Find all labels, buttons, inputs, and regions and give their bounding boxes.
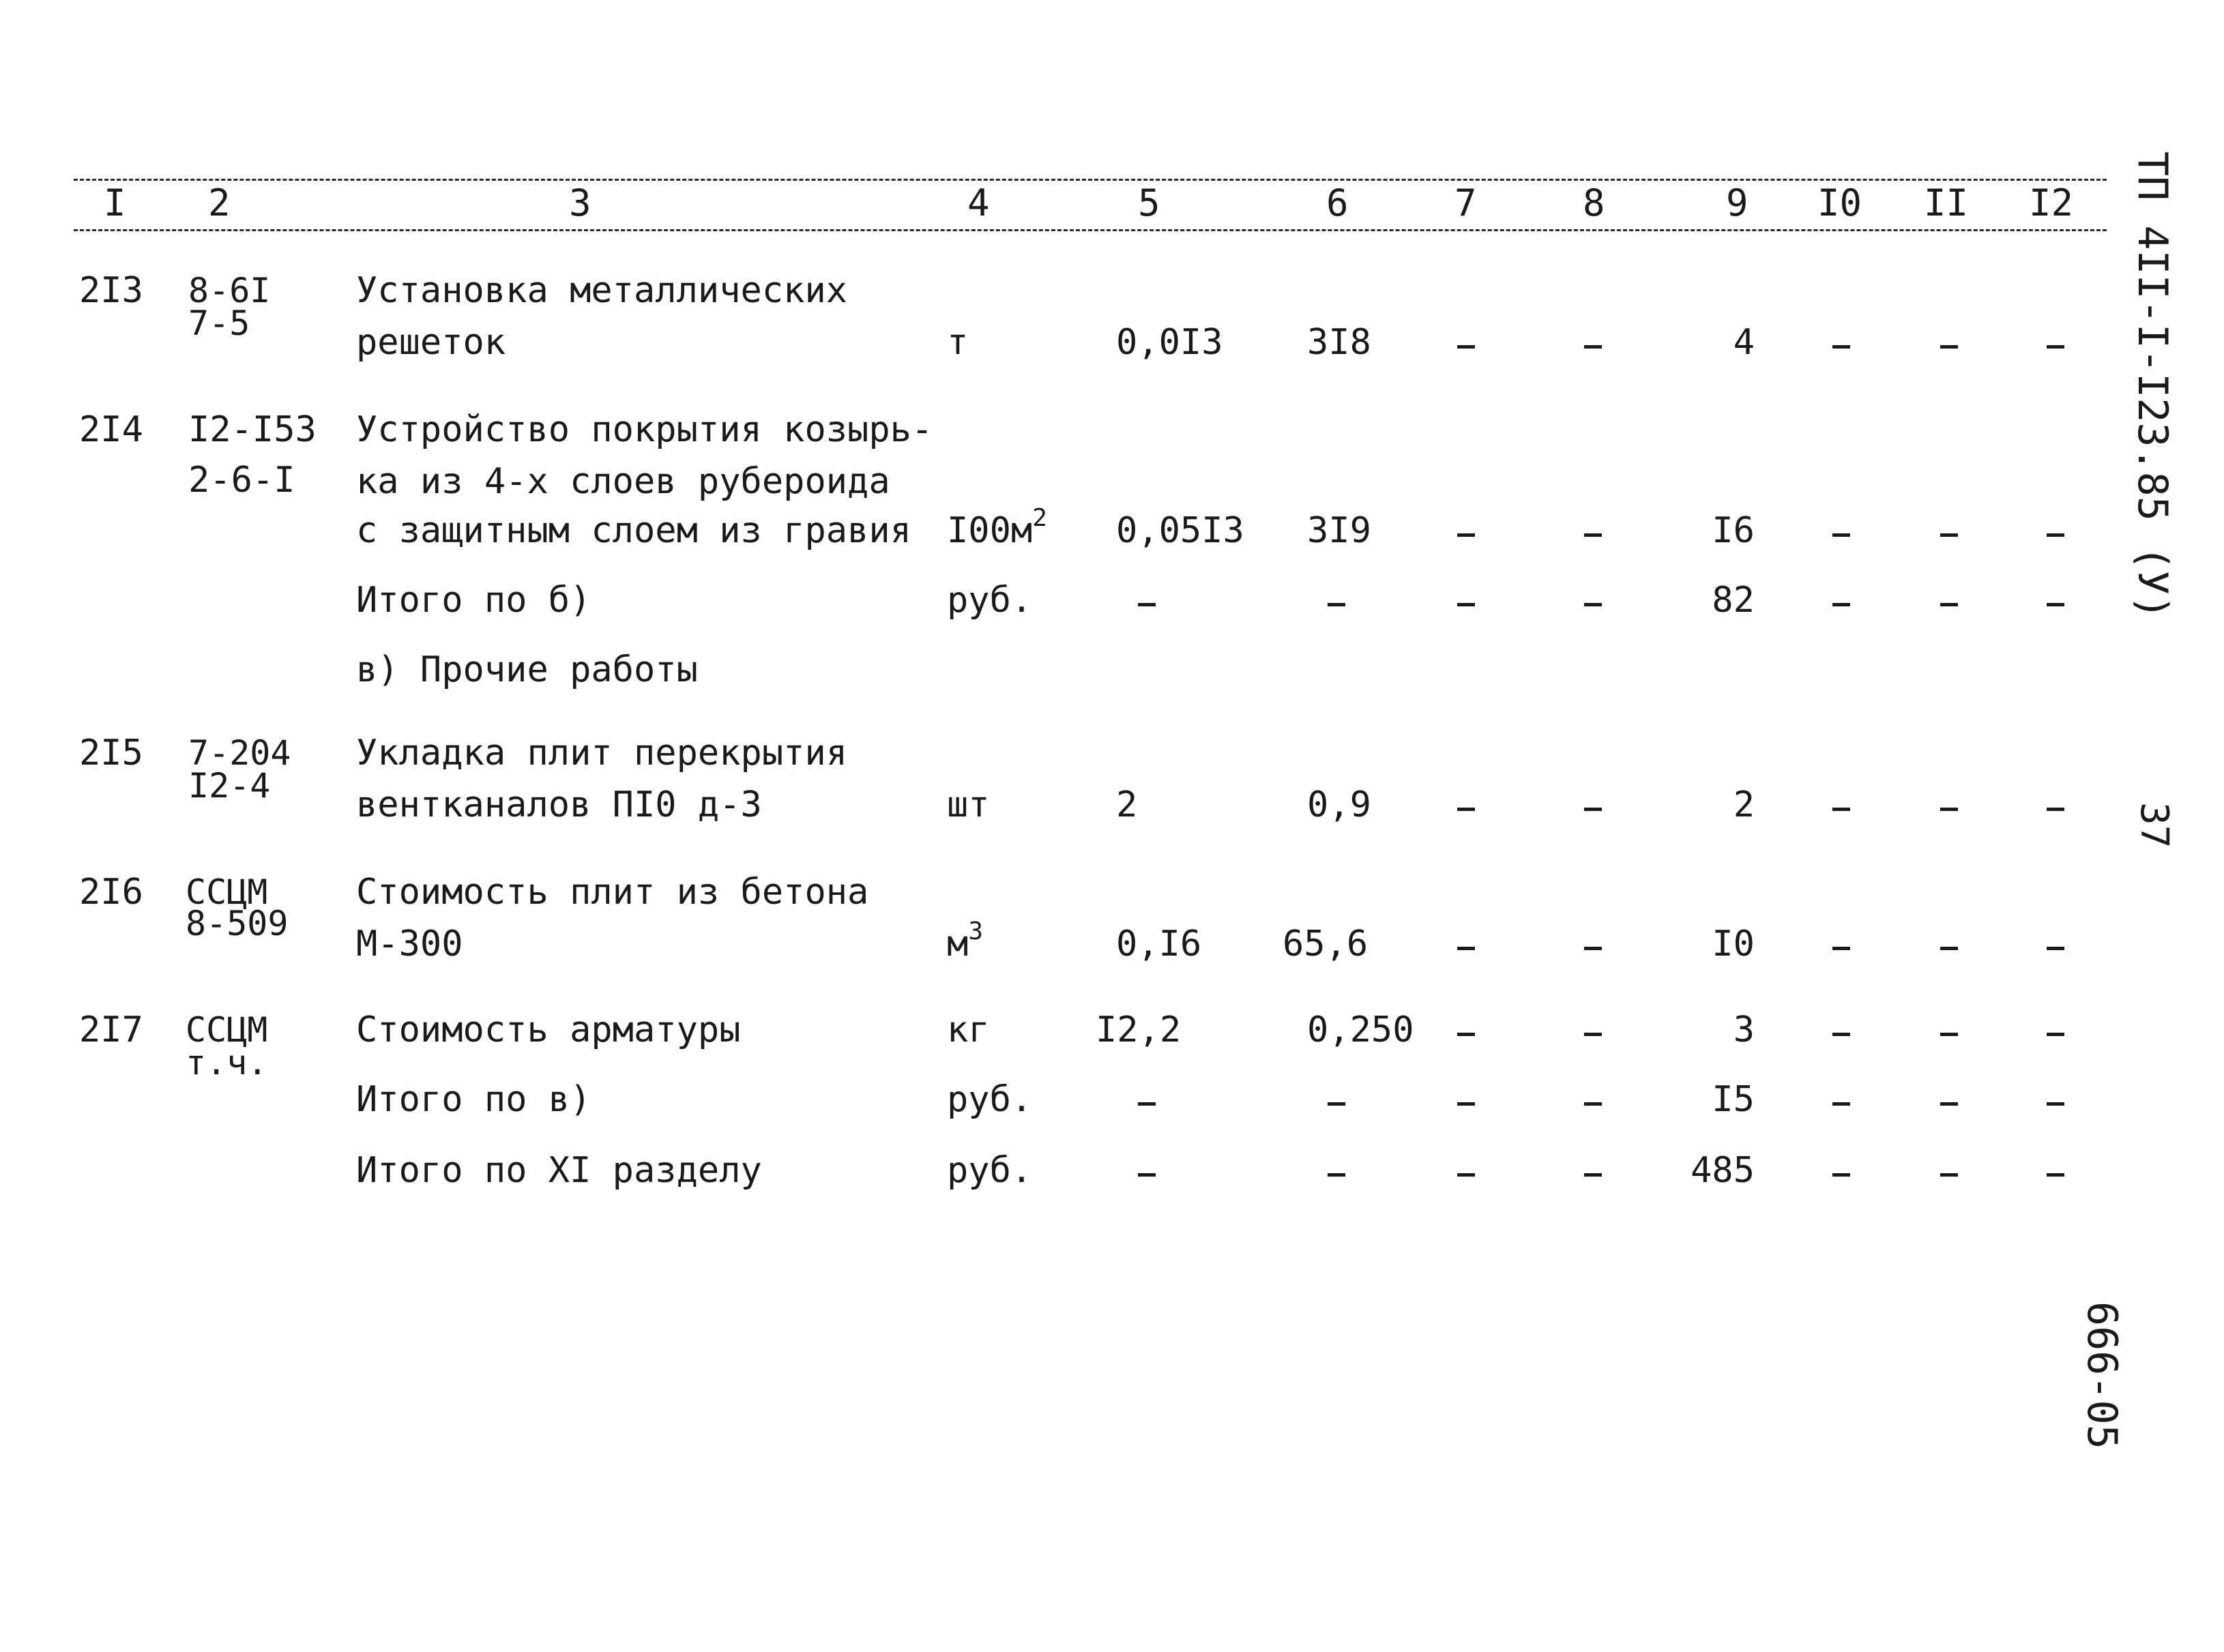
row-217-code-1: ССЦМ bbox=[186, 1010, 268, 1050]
subtotal-v-col5-dash bbox=[1138, 1102, 1156, 1106]
row-214-code-1: I2-I53 bbox=[188, 409, 317, 450]
col-header-2: 2 bbox=[208, 181, 231, 224]
row-215-desc-2: вентканалов ПI0 д-3 bbox=[356, 784, 762, 825]
row-216-unit-cost: 65,6 bbox=[1283, 924, 1369, 964]
row-216-code-1: ССЦМ bbox=[186, 872, 268, 912]
row-215-col10-dash bbox=[1832, 808, 1850, 811]
unit-superscript: 2 bbox=[1032, 504, 1047, 532]
section-total-col11-dash bbox=[1940, 1173, 1958, 1177]
subtotal-b-col8-dash bbox=[1584, 603, 1602, 606]
row-217-col7-dash bbox=[1457, 1033, 1475, 1036]
row-213-col7-dash bbox=[1457, 345, 1475, 349]
col-header-12: I2 bbox=[2029, 181, 2074, 224]
row-214-col11-dash bbox=[1940, 533, 1958, 537]
row-214-quantity: 0,05I3 bbox=[1116, 510, 1244, 551]
subtotal-b-col11-dash bbox=[1940, 603, 1958, 606]
section-total-col5-dash bbox=[1138, 1173, 1156, 1177]
section-total-col12-dash bbox=[2047, 1173, 2064, 1177]
section-total-total: 485 bbox=[1691, 1150, 1755, 1191]
subtotal-b-col5-dash bbox=[1138, 603, 1156, 606]
row-213-total: 4 bbox=[1733, 322, 1755, 363]
row-213-code-2: 7-5 bbox=[188, 304, 250, 343]
row-213-desc-1: Установка металлических bbox=[356, 270, 848, 311]
row-216-desc-1: Стоимость плит из бетона bbox=[356, 872, 869, 913]
row-214-col7-dash bbox=[1457, 533, 1475, 537]
row-214-number: 2I4 bbox=[79, 409, 143, 450]
row-215-col12-dash bbox=[2047, 808, 2064, 811]
row-215-quantity: 2 bbox=[1116, 784, 1138, 825]
section-total-col6-dash bbox=[1328, 1173, 1345, 1177]
section-heading-other-works: в) Прочие работы bbox=[356, 649, 698, 690]
row-216-total: I0 bbox=[1712, 924, 1755, 964]
row-217-col11-dash bbox=[1940, 1033, 1958, 1036]
subtotal-b-col10-dash bbox=[1832, 603, 1850, 606]
row-213-number: 2I3 bbox=[79, 270, 143, 311]
row-214-desc-2: ка из 4-х слоев рубероида bbox=[356, 461, 890, 502]
row-217-number: 2I7 bbox=[79, 1009, 143, 1050]
subtotal-b-label: Итого по б) bbox=[356, 580, 591, 621]
unit-superscript: 3 bbox=[968, 917, 983, 945]
subtotal-v-col10-dash bbox=[1832, 1102, 1850, 1106]
row-217-col8-dash bbox=[1584, 1033, 1602, 1036]
col-header-5: 5 bbox=[1138, 181, 1160, 224]
section-total-label: Итого по XI разделу bbox=[356, 1150, 762, 1191]
row-214-unit: $I00м^2$ bbox=[947, 504, 1047, 551]
col-header-3: 3 bbox=[569, 181, 591, 224]
col-header-11: II bbox=[1924, 181, 1969, 224]
header-rule-top bbox=[74, 179, 2107, 181]
row-213-col11-dash bbox=[1940, 345, 1958, 349]
row-217-desc-1: Стоимость арматуры bbox=[356, 1009, 741, 1050]
document-code: ТП 4II-I-I23.85 (У) bbox=[2128, 151, 2176, 620]
row-214-col10-dash bbox=[1832, 533, 1850, 537]
subtotal-v-unit: руб. bbox=[947, 1079, 1033, 1120]
row-215-number: 2I5 bbox=[79, 733, 143, 773]
row-213-code-1: 8-6I bbox=[188, 271, 271, 310]
subtotal-v-col8-dash bbox=[1584, 1102, 1602, 1106]
row-216-unit: $м^3$ bbox=[947, 917, 983, 964]
row-217-col12-dash bbox=[2047, 1033, 2064, 1036]
row-216-col11-dash bbox=[1940, 947, 1958, 950]
row-216-code-2: 8-509 bbox=[186, 904, 289, 943]
row-216-number: 2I6 bbox=[79, 872, 143, 913]
page-number: 37 bbox=[2132, 802, 2176, 849]
row-213-unit: т bbox=[947, 322, 969, 363]
row-214-unit-cost: 3I9 bbox=[1307, 510, 1371, 551]
row-214-code-2: 2-6-I bbox=[188, 460, 295, 501]
row-213-quantity: 0,0I3 bbox=[1116, 322, 1223, 363]
row-214-total: I6 bbox=[1712, 510, 1755, 551]
row-215-code-1: 7-204 bbox=[188, 733, 291, 773]
row-215-col7-dash bbox=[1457, 808, 1475, 811]
row-213-col10-dash bbox=[1832, 345, 1850, 349]
row-217-col10-dash bbox=[1832, 1033, 1850, 1036]
section-total-unit: руб. bbox=[947, 1150, 1033, 1191]
row-213-desc-2: решеток bbox=[356, 322, 506, 363]
col-header-7: 7 bbox=[1454, 181, 1477, 224]
row-215-desc-1: Укладка плит перекрытия bbox=[356, 733, 848, 773]
row-216-col12-dash bbox=[2047, 947, 2064, 950]
row-217-quantity: I2,2 bbox=[1096, 1009, 1182, 1050]
row-215-code-2: I2-4 bbox=[188, 766, 271, 806]
subtotal-b-total: 82 bbox=[1712, 580, 1755, 621]
subtotal-v-total: I5 bbox=[1712, 1079, 1755, 1120]
row-215-unit-cost: 0,9 bbox=[1307, 784, 1371, 825]
row-213-col8-dash bbox=[1584, 345, 1602, 349]
subtotal-b-col6-dash bbox=[1328, 603, 1345, 606]
row-217-total: 3 bbox=[1733, 1009, 1755, 1050]
col-header-4: 4 bbox=[967, 181, 990, 224]
row-215-unit: шт bbox=[947, 784, 990, 825]
subtotal-v-col6-dash bbox=[1328, 1102, 1345, 1106]
row-215-col11-dash bbox=[1940, 808, 1958, 811]
row-213-col12-dash bbox=[2047, 345, 2064, 349]
col-header-1: I bbox=[104, 181, 126, 224]
subtotal-b-unit: руб. bbox=[947, 580, 1033, 621]
row-216-col8-dash bbox=[1584, 947, 1602, 950]
row-216-desc-2: М-300 bbox=[356, 924, 463, 964]
row-214-col8-dash bbox=[1584, 533, 1602, 537]
subtotal-v-col12-dash bbox=[2047, 1102, 2064, 1106]
subtotal-v-label: Итого по в) bbox=[356, 1079, 591, 1120]
row-214-desc-1: Устройство покрытия козырь- bbox=[356, 409, 933, 450]
section-total-col10-dash bbox=[1832, 1173, 1850, 1177]
row-216-quantity: 0,I6 bbox=[1116, 924, 1202, 964]
archive-number: 666-05 bbox=[2078, 1301, 2126, 1449]
row-214-desc-3: с защитным слоем из гравия bbox=[356, 510, 911, 551]
section-total-col8-dash bbox=[1584, 1173, 1602, 1177]
row-217-unit-cost: 0,250 bbox=[1307, 1009, 1414, 1050]
subtotal-v-col7-dash bbox=[1457, 1102, 1475, 1106]
row-215-col8-dash bbox=[1584, 808, 1602, 811]
row-215-total: 2 bbox=[1733, 784, 1755, 825]
col-header-9: 9 bbox=[1726, 181, 1749, 224]
subtotal-b-col12-dash bbox=[2047, 603, 2064, 606]
section-total-col7-dash bbox=[1457, 1173, 1475, 1177]
row-216-col10-dash bbox=[1832, 947, 1850, 950]
row-217-unit: кг bbox=[947, 1009, 990, 1050]
col-header-10: I0 bbox=[1817, 181, 1862, 224]
col-header-6: 6 bbox=[1326, 181, 1349, 224]
row-214-col12-dash bbox=[2047, 533, 2064, 537]
header-rule-bottom bbox=[74, 229, 2107, 231]
row-213-unit-cost: 3I8 bbox=[1307, 322, 1371, 363]
row-216-col7-dash bbox=[1457, 947, 1475, 950]
col-header-8: 8 bbox=[1583, 181, 1605, 224]
subtotal-b-col7-dash bbox=[1457, 603, 1475, 606]
subtotal-v-col11-dash bbox=[1940, 1102, 1958, 1106]
row-217-code-2: т.ч. bbox=[186, 1043, 268, 1082]
